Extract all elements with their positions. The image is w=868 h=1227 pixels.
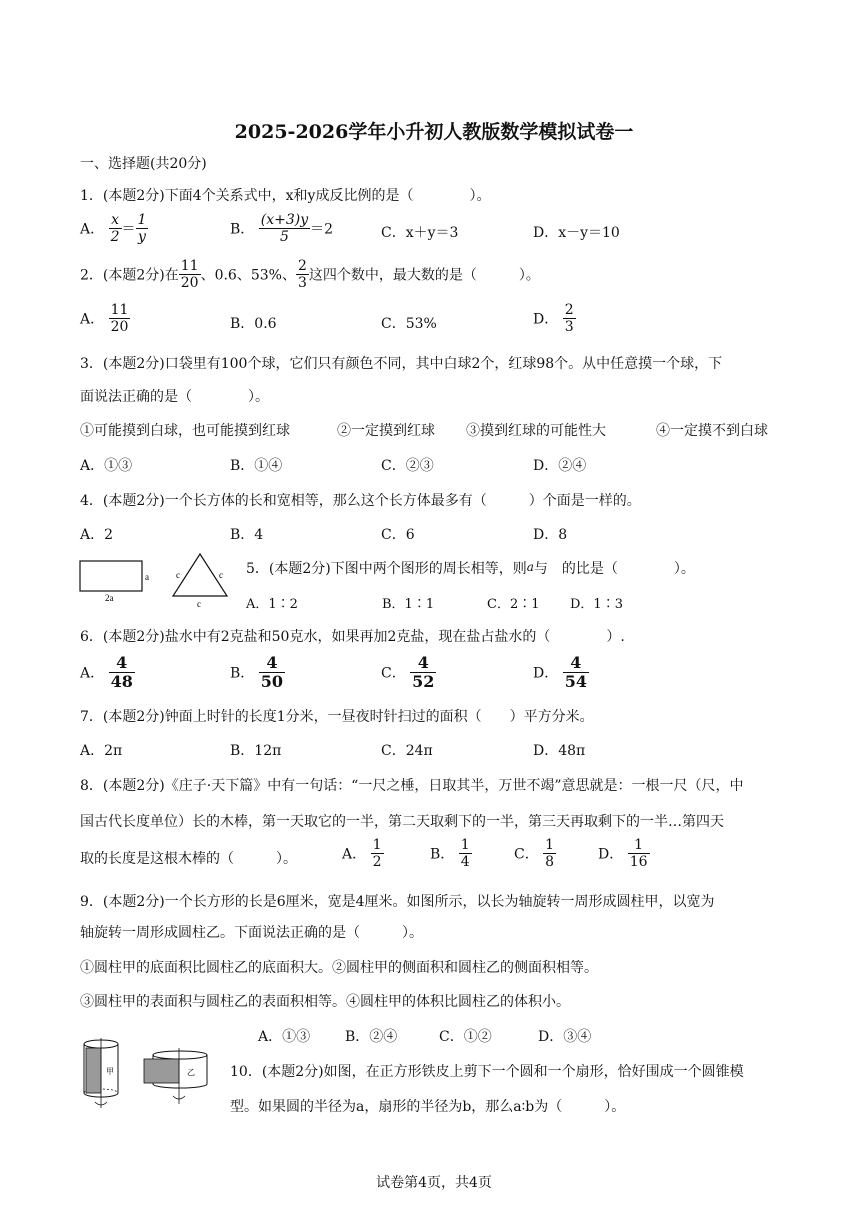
q9-stem-line1: 9．(本题2分)一个长方形的长是6厘米，宽是4厘米。如图所示，以长为轴旋转一周形成圆柱甲，以宽为 [80,894,715,910]
q4-option-d: D．8 [533,527,568,543]
q6-b-den: 50 [260,672,284,691]
q6-option-d [533,655,589,690]
q2-stem [80,259,540,290]
q9-cylinder-figure [76,1036,226,1116]
q8-b-num: 1 [460,837,470,853]
q2-d-label: D． [533,311,559,328]
q7-option-a: A．2π [80,743,123,759]
q3-statement-4: ④一定摸不到白球 [656,423,768,439]
q9-option-a: A．①③ [258,1029,311,1045]
q8-stem-line1: 8．(本题2分)《庄子·天下篇》中有一句话：“一尺之棰，日取其半，万世不竭”意思就是：一根一尺（尺，中 [80,778,744,794]
q1-a-num2: 1 [137,212,147,228]
q8-d-den: 16 [629,854,648,870]
q1-b-label: B． [230,221,255,238]
q2-f2-num: 2 [297,258,307,274]
q2-option-d [533,303,576,334]
q2-a-label: A． [80,311,105,328]
q6-a-num: 4 [109,655,135,673]
q8-option-b [430,838,472,869]
q2-f1-den: 20 [180,275,199,291]
label-jia: 甲 [106,1067,114,1076]
q3-stem-line1: 3．(本题2分)口袋里有100个球，它们只有颜色不同，其中白球2个，红球98个。从中任意摸一个球，下 [80,356,723,372]
tri-right-label: c [219,570,223,580]
rect-bottom-label: 2a [105,593,114,603]
q5-option-b: B．1∶1 [382,597,435,612]
q4-option-b: B．4 [230,527,264,543]
q3-stem-line2: 面说法正确的是（ ）。 [80,389,269,405]
q2-d-num: 2 [564,302,574,318]
q9-option-d: D．③④ [538,1029,592,1045]
q1-b-rest: ＝2 [310,221,334,238]
q6-d-num: 4 [563,655,589,673]
q6-b-label: B． [230,665,255,682]
q6-option-a [80,655,135,690]
q3-statement-2: ②一定摸到红球 [337,423,435,439]
q3-option-c: C．②③ [381,458,434,474]
q1-option-c: C．x＋y＝3 [381,225,459,241]
q9-option-c: C．①② [439,1029,492,1045]
q5-figure [76,550,236,610]
q8-c-label: C． [514,846,539,863]
q2-option-c: C．53% [381,316,437,332]
q6-d-den: 54 [564,672,587,691]
q1-b-den: 5 [279,229,289,245]
tri-left-label: c [176,570,180,580]
q3-statement-3: ③摸到红球的可能性大 [466,423,606,439]
q8-a-label: A． [342,846,367,863]
q3-statement-1: ①可能摸到白球，也可能摸到红球 [80,423,290,439]
q4-stem: 4．(本题2分)一个长方体的长和宽相等，那么这个长方体最多有（ ）个面是一样的。 [80,493,641,509]
q2-stem-a: 2．(本题2分)在 [80,267,179,284]
q8-option-a [342,838,384,869]
q1-option-a [80,213,148,244]
q3-option-d: D．②④ [533,458,587,474]
q8-option-c [514,838,556,869]
q8-option-d [598,838,650,869]
q7-stem: 7．(本题2分)钟面上时针的长度1分米，一昼夜时针扫过的面积（ ）平方分米。 [80,709,594,725]
q3-option-a: A．①③ [80,458,133,474]
q2-f2-den: 3 [297,275,307,291]
q8-c-num: 1 [545,837,555,853]
q8-d-label: D． [598,846,624,863]
label-yi: 乙 [187,1068,195,1077]
q8-a-num: 1 [372,837,382,853]
q7-option-c: C．24π [381,743,433,759]
cylinder-jia [84,1038,118,1108]
q4-option-c: C．6 [381,527,415,543]
q6-option-c [381,655,436,690]
q6-option-b [230,655,285,690]
q2-stem-b: 、0.6、53%、 [200,267,296,284]
q9-statement-line1: ①圆柱甲的底面积比圆柱乙的底面积大。②圆柱甲的侧面积和圆柱乙的侧面积相等。 [80,960,598,976]
q9-option-b: B．②④ [345,1029,398,1045]
page-footer: 试卷第4页，共4页 [376,1175,492,1191]
q2-a-den: 20 [110,319,129,335]
cylinder-yi [144,1048,207,1104]
q7-option-b: B．12π [230,743,282,759]
section-heading: 一、选择题(共20分) [80,156,207,172]
q1-option-b [230,213,333,244]
q8-a-den: 2 [372,854,382,870]
q8-c-den: 8 [545,854,555,870]
q2-d-den: 3 [564,319,574,335]
q3-option-b: B．①④ [230,458,283,474]
q5-var-a: a [526,560,534,574]
q7-option-d: D．48π [533,743,586,759]
rect-side-label: a [145,572,149,582]
q6-c-den: 52 [412,672,435,691]
q8-stem-line2: 国古代长度单位）长的木棒，第一天取它的一半，第二天取剩下的一半，第三天再取剩下的一半…第四天 [80,814,724,830]
q2-stem-c: 这四个数中，最大数的是（ ）。 [308,267,540,284]
q6-b-num: 4 [259,655,285,673]
q2-option-b: B．0.6 [230,316,277,332]
q8-b-den: 4 [460,854,470,870]
q2-option-a [80,303,130,334]
q1-a-eq: ＝ [121,221,136,238]
q9-statement-line2: ③圆柱甲的表面积与圆柱乙的表面积相等。④圆柱甲的体积比圆柱乙的体积小。 [80,994,570,1010]
q9-stem-line2: 轴旋转一周形成圆柱乙。下面说法正确的是（ ）。 [80,925,423,941]
q6-stem: 6．(本题2分)盐水中有2克盐和50克水，如果再加2克盐，现在盐占盐水的（ ）. [80,629,625,645]
q5-stem [246,558,695,578]
q1-a-den2: y [138,229,146,245]
q1-a-label: A． [80,221,105,238]
q10-stem-line1: 10．(本题2分)如图，在正方形铁皮上剪下一个圆和一个扇形，恰好围成一个圆锥模 [230,1064,744,1080]
q8-b-label: B． [430,846,455,863]
q6-c-num: 4 [410,655,436,673]
q6-a-label: A． [80,665,105,682]
q5-stem-b: 与 的比是（ ）。 [533,561,695,577]
q5-option-a: A．1∶2 [246,597,298,612]
q8-stem-line3: 取的长度是这根木棒的（ ）。 [80,851,297,867]
q1-a-den1: 2 [110,229,120,245]
q5-stem-a: 5．(本题2分)下图中两个图形的周长相等，则 [246,561,527,577]
q6-a-den: 48 [110,672,133,691]
q10-stem-line2: 型。如果圆的半径为a，扇形的半径为b，那么a∶b为（ ）。 [230,1099,626,1115]
q2-f1-num: 11 [180,258,199,274]
q5-option-c: C．2∶1 [487,597,540,612]
q8-d-num: 1 [628,838,650,854]
tri-bottom-label: c [197,599,201,609]
q1-stem: 1．(本题2分)下面4个关系式中，x和y成反比例的是（ ）。 [80,188,491,204]
page-title: 2025-2026学年小升初人教版数学模拟试卷一 [234,121,634,143]
q1-option-d: D．x－y＝10 [533,225,620,241]
q1-b-num: (x+3)y [260,212,309,228]
q6-d-label: D． [533,665,559,682]
q1-a-num1: x [109,213,122,229]
q2-a-num: 11 [110,302,129,318]
q5-option-d: D．1∶3 [570,597,623,612]
q6-c-label: C． [381,665,406,682]
rectangle-shape [80,561,142,591]
q4-option-a: A．2 [80,527,114,543]
